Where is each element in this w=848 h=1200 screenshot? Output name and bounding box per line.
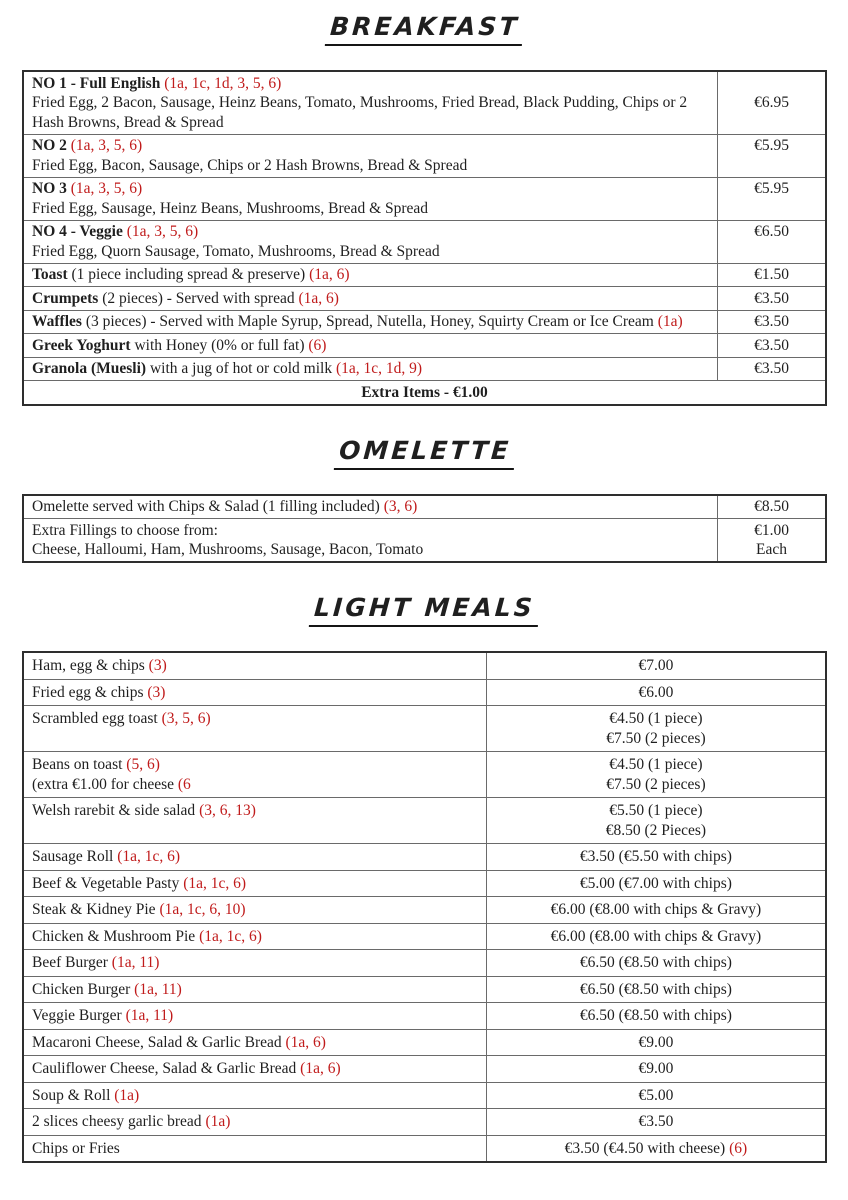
item-price-cell xyxy=(486,923,826,950)
item-name-cell xyxy=(23,287,718,311)
menu-text: €3.50 xyxy=(754,360,789,377)
item-price-cell xyxy=(718,177,826,220)
item-price-cell xyxy=(486,844,826,871)
item-name-line xyxy=(32,179,709,199)
menu-text: €6.00 (€8.00 with chips & Gravy) xyxy=(550,901,762,918)
menu-row xyxy=(23,495,826,519)
allergen-codes: (1a, 6) xyxy=(298,289,339,307)
item-name-line xyxy=(32,656,478,676)
menu-text: €1.00 xyxy=(754,521,789,539)
item-name-line xyxy=(32,683,478,703)
item-price-line xyxy=(726,93,817,113)
light-meals-table xyxy=(22,651,827,1163)
item-name-line xyxy=(32,1006,478,1026)
item-name-cell xyxy=(23,495,718,519)
menu-text: Extra Fillings to choose from: xyxy=(32,521,218,539)
menu-text: (1 piece including spread & preserve) xyxy=(67,266,310,283)
item-name-cell xyxy=(23,679,486,706)
menu-text: Beef & Vegetable Pasty xyxy=(32,874,184,892)
item-price-line xyxy=(726,222,817,242)
item-price-cell xyxy=(718,334,826,358)
menu-text: Fried Egg, Sausage, Heinz Beans, Mushrooms, Bread & Spread xyxy=(32,199,429,217)
item-price-line xyxy=(495,1006,817,1026)
allergen-codes: (1a, 3, 5, 6) xyxy=(70,137,143,154)
menu-row xyxy=(23,71,826,134)
menu-text: €8.50 (2 Pieces) xyxy=(605,821,707,839)
item-name-cell xyxy=(23,519,718,563)
item-price-cell xyxy=(718,220,826,263)
item-price-line xyxy=(495,683,817,703)
menu-text: €7.50 (2 pieces) xyxy=(606,729,706,747)
item-name-line xyxy=(32,1112,478,1132)
item-name-cell xyxy=(23,752,486,798)
menu-text: €6.50 xyxy=(754,223,789,240)
item-name-cell xyxy=(23,1109,486,1136)
item-name-cell xyxy=(23,1082,486,1109)
allergen-codes: (1a, 1c, 6, 10) xyxy=(159,901,246,918)
item-price-line xyxy=(726,540,817,560)
item-price-line xyxy=(726,521,817,541)
item-name-line xyxy=(32,927,478,947)
table-note-cell xyxy=(23,381,826,405)
allergen-codes: (1a, 3, 5, 6) xyxy=(70,180,143,197)
item-name-line xyxy=(32,336,709,356)
menu-text: Fried Egg, Bacon, Sausage, Chips or 2 Hash Browns, Bread & Spread xyxy=(32,156,468,174)
item-price-cell xyxy=(486,706,826,752)
menu-row xyxy=(23,844,826,871)
item-name-line xyxy=(32,775,478,795)
menu-text: 2 slices cheesy garlic bread xyxy=(32,1113,206,1130)
menu-row xyxy=(23,519,826,563)
item-price-cell xyxy=(718,71,826,134)
item-price-cell xyxy=(718,134,826,177)
item-price-line xyxy=(495,1086,817,1106)
allergen-codes: (1a, 1c, 1d, 3, 5, 6) xyxy=(164,74,282,92)
allergen-codes: (1a, 1c, 6) xyxy=(183,874,247,892)
item-price-cell xyxy=(718,495,826,519)
section-title-light-meals: LIGHT MEALS xyxy=(309,593,540,627)
item-price-cell xyxy=(486,950,826,977)
menu-text: Each xyxy=(756,541,788,558)
item-price-line xyxy=(495,656,817,676)
menu-row xyxy=(23,679,826,706)
menu-row xyxy=(23,357,826,381)
menu-row xyxy=(23,950,826,977)
menu-text: €7.00 xyxy=(638,657,674,674)
item-price-cell xyxy=(718,310,826,334)
item-price-line xyxy=(495,1059,817,1079)
menu-text: Chicken & Mushroom Pie xyxy=(32,927,200,945)
menu-text: €3.50 (€5.50 with chips) xyxy=(579,848,732,865)
item-price-cell xyxy=(718,263,826,287)
item-name-line xyxy=(32,900,478,920)
item-price-cell xyxy=(486,1029,826,1056)
item-price-line xyxy=(495,729,817,749)
item-price-cell xyxy=(486,1056,826,1083)
item-name-cell xyxy=(23,798,486,844)
menu-row xyxy=(23,177,826,220)
item-name-cell xyxy=(23,357,718,381)
item-name-cell xyxy=(23,71,718,134)
menu-text: €1.50 xyxy=(754,266,789,283)
menu-text: €6.00 (€8.00 with chips & Gravy) xyxy=(550,927,762,945)
item-price-line xyxy=(495,1112,817,1132)
menu-row xyxy=(23,897,826,924)
item-name-cell xyxy=(23,923,486,950)
item-price-line xyxy=(726,312,817,332)
allergen-codes: (1a, 11) xyxy=(111,954,160,971)
menu-row xyxy=(23,334,826,358)
menu-text: Granola (Muesli) xyxy=(32,360,147,377)
item-price-cell xyxy=(486,1109,826,1136)
menu-row xyxy=(23,1082,826,1109)
item-name-line xyxy=(32,847,478,867)
menu-row xyxy=(23,752,826,798)
menu-row xyxy=(23,923,826,950)
item-name-line xyxy=(32,874,478,894)
menu-text: €6.00 xyxy=(638,683,674,701)
menu-text: Beef Burger xyxy=(32,954,112,971)
menu-row xyxy=(23,1056,826,1083)
item-name-line xyxy=(32,755,478,775)
item-price-cell xyxy=(718,519,826,563)
item-price-line xyxy=(726,359,817,379)
menu-text: NO 1 - Full English xyxy=(32,74,165,92)
menu-row xyxy=(23,652,826,679)
menu-row xyxy=(23,870,826,897)
item-price-line xyxy=(726,289,817,309)
item-price-line xyxy=(726,179,817,199)
menu-text: Steak & Kidney Pie xyxy=(32,901,160,918)
item-name-line xyxy=(32,953,478,973)
allergen-codes: (3, 6, 13) xyxy=(199,802,256,819)
menu-text: Chicken Burger xyxy=(32,980,135,998)
item-name-cell xyxy=(23,897,486,924)
item-price-line xyxy=(726,336,817,356)
menu-text: Extra Items - €1.00 xyxy=(361,383,488,401)
note-line xyxy=(32,383,817,403)
item-price-line xyxy=(726,497,817,517)
menu-text: Soup & Roll xyxy=(32,1086,115,1104)
item-name-line xyxy=(32,289,709,309)
menu-text: €9.00 xyxy=(638,1033,674,1051)
item-price-line xyxy=(495,980,817,1000)
item-name-cell xyxy=(23,177,718,220)
item-name-cell xyxy=(23,652,486,679)
item-name-line xyxy=(32,497,709,517)
menu-text: (3 pieces) - Served with Maple Syrup, Spread, Nutella, Honey, Squirty Cream or Ice Cream xyxy=(81,313,658,330)
item-name-line xyxy=(32,801,478,821)
allergen-codes: (6) xyxy=(729,1139,748,1157)
menu-text: Scrambled egg toast xyxy=(32,710,162,727)
menu-row xyxy=(23,381,826,405)
menu-row xyxy=(23,1135,826,1162)
item-price-line xyxy=(495,709,817,729)
menu-row xyxy=(23,1109,826,1136)
allergen-codes: (5, 6) xyxy=(126,756,160,773)
menu-text: Waffles xyxy=(32,313,82,330)
omelette-section-header xyxy=(22,436,827,470)
section-title-breakfast: BREAKFAST xyxy=(325,12,525,46)
breakfast-table xyxy=(22,70,827,406)
allergen-codes: (3, 6) xyxy=(383,498,418,515)
menu-row xyxy=(23,310,826,334)
item-price-line xyxy=(495,755,817,775)
menu-text: with a jug of hot or cold milk xyxy=(146,360,336,377)
item-name-line xyxy=(32,93,709,132)
item-price-cell xyxy=(718,357,826,381)
menu-text: €5.00 (€7.00 with chips) xyxy=(579,874,732,892)
menu-text: €8.50 xyxy=(754,498,789,515)
item-price-cell xyxy=(486,897,826,924)
menu-text: €7.50 (2 pieces) xyxy=(606,775,706,793)
menu-text: €3.50 (€4.50 with cheese) xyxy=(564,1139,730,1157)
item-name-line xyxy=(32,265,709,285)
allergen-codes: (3) xyxy=(148,657,167,674)
item-price-cell xyxy=(486,870,826,897)
item-name-line xyxy=(32,1086,478,1106)
allergen-codes: (1a) xyxy=(657,313,683,330)
item-price-cell xyxy=(486,752,826,798)
allergen-codes: (1a) xyxy=(114,1086,140,1104)
item-price-cell xyxy=(486,652,826,679)
menu-text: NO 3 xyxy=(32,180,71,197)
item-price-line xyxy=(495,775,817,795)
allergen-codes: (1a, 3, 5, 6) xyxy=(126,223,199,240)
item-name-cell xyxy=(23,1003,486,1030)
menu-text: Crumpets xyxy=(32,289,99,307)
item-name-cell xyxy=(23,220,718,263)
menu-row xyxy=(23,976,826,1003)
item-price-line xyxy=(726,265,817,285)
breakfast-section-header xyxy=(22,12,827,46)
light-meals-section-header xyxy=(22,593,827,627)
item-name-cell xyxy=(23,134,718,177)
item-name-line xyxy=(32,74,709,94)
menu-text: €6.50 (€8.50 with chips) xyxy=(579,1007,732,1024)
item-name-cell xyxy=(23,1056,486,1083)
menu-text: Greek Yoghurt xyxy=(32,336,131,354)
item-name-line xyxy=(32,709,478,729)
menu-text: Cheese, Halloumi, Ham, Mushrooms, Sausage, Bacon, Tomato xyxy=(32,541,424,558)
menu-text: Beans on toast xyxy=(32,756,127,773)
allergen-codes: (1a, 6) xyxy=(309,266,350,283)
omelette-table xyxy=(22,494,827,564)
item-price-cell xyxy=(486,679,826,706)
allergen-codes: (1a, 1c, 1d, 9) xyxy=(335,360,423,377)
item-price-cell xyxy=(486,1003,826,1030)
menu-text: Toast xyxy=(32,266,68,283)
item-name-cell xyxy=(23,1029,486,1056)
menu-text: Sausage Roll xyxy=(32,848,118,865)
item-price-line xyxy=(495,900,817,920)
menu-text: €6.50 (€8.50 with chips) xyxy=(579,954,732,971)
menu-text: Omelette served with Chips & Salad (1 filling included) xyxy=(32,498,384,515)
allergen-codes: (1a, 6) xyxy=(300,1060,341,1077)
allergen-codes: (3) xyxy=(147,683,166,701)
item-price-line xyxy=(495,874,817,894)
allergen-codes: (1a, 6) xyxy=(285,1033,326,1051)
menu-row xyxy=(23,1029,826,1056)
menu-row xyxy=(23,706,826,752)
item-name-line xyxy=(32,540,709,560)
item-price-line xyxy=(495,1033,817,1053)
item-name-cell xyxy=(23,263,718,287)
menu-text: €3.50 xyxy=(754,313,789,330)
item-name-cell xyxy=(23,870,486,897)
menu-row xyxy=(23,134,826,177)
allergen-codes: (6) xyxy=(308,336,327,354)
menu-row xyxy=(23,287,826,311)
menu-text: €6.95 xyxy=(754,94,789,111)
item-name-line xyxy=(32,222,709,242)
item-price-cell xyxy=(486,798,826,844)
menu-row xyxy=(23,1003,826,1030)
item-name-cell xyxy=(23,310,718,334)
item-name-line xyxy=(32,359,709,379)
menu-row xyxy=(23,798,826,844)
item-price-cell xyxy=(486,976,826,1003)
menu-text: €9.00 xyxy=(638,1060,674,1077)
item-name-line xyxy=(32,521,709,541)
allergen-codes: (1a) xyxy=(205,1113,231,1130)
item-price-cell xyxy=(486,1135,826,1162)
item-name-cell xyxy=(23,706,486,752)
menu-text: €5.50 (1 piece) xyxy=(609,802,703,819)
menu-text: NO 4 - Veggie xyxy=(32,223,127,240)
menu-text: €3.50 xyxy=(638,1113,674,1130)
item-name-line xyxy=(32,136,709,156)
item-price-line xyxy=(495,1139,817,1159)
menu-text: Fried egg & chips xyxy=(32,683,148,701)
menu-text: (extra €1.00 for cheese xyxy=(32,775,178,793)
menu-text: Fried Egg, 2 Bacon, Sausage, Heinz Beans, Tomato, Mushrooms, Fried Bread, Black Pudding, Chips or 2 Hash Browns, Bread & Spread xyxy=(32,94,688,131)
item-price-line xyxy=(495,821,817,841)
item-price-cell xyxy=(486,1082,826,1109)
menu-text: €5.95 xyxy=(754,180,789,197)
item-name-line xyxy=(32,199,709,219)
section-title-omelette: OMELETTE xyxy=(333,436,515,470)
menu-text: Fried Egg, Quorn Sausage, Tomato, Mushrooms, Bread & Spread xyxy=(32,242,440,260)
allergen-codes: (3, 5, 6) xyxy=(161,710,211,727)
menu-text: €4.50 (1 piece) xyxy=(609,756,703,773)
item-price-line xyxy=(495,801,817,821)
item-price-cell xyxy=(718,287,826,311)
item-name-line xyxy=(32,242,709,262)
menu-text: NO 2 xyxy=(32,137,71,154)
item-name-cell xyxy=(23,844,486,871)
item-name-line xyxy=(32,312,709,332)
item-name-line xyxy=(32,1139,478,1159)
item-name-line xyxy=(32,156,709,176)
menu-text: €5.95 xyxy=(754,137,789,154)
menu-text: Welsh rarebit & side salad xyxy=(32,802,200,819)
menu-text: Veggie Burger xyxy=(32,1007,126,1024)
item-price-line xyxy=(495,927,817,947)
allergen-codes: (6 xyxy=(177,775,191,793)
menu-row xyxy=(23,263,826,287)
menu-text: Ham, egg & chips xyxy=(32,657,149,674)
allergen-codes: (1a, 1c, 6) xyxy=(117,848,181,865)
item-name-cell xyxy=(23,950,486,977)
item-name-cell xyxy=(23,1135,486,1162)
item-price-line xyxy=(726,136,817,156)
allergen-codes: (1a, 1c, 6) xyxy=(199,927,262,945)
item-name-line xyxy=(32,1033,478,1053)
menu-row xyxy=(23,220,826,263)
item-name-line xyxy=(32,980,478,1000)
item-name-line xyxy=(32,1059,478,1079)
item-name-cell xyxy=(23,976,486,1003)
menu-text: Chips or Fries xyxy=(32,1139,120,1157)
menu-text: Cauliflower Cheese, Salad & Garlic Bread xyxy=(32,1060,301,1077)
menu-text: €5.00 xyxy=(638,1086,674,1104)
item-name-cell xyxy=(23,334,718,358)
allergen-codes: (1a, 11) xyxy=(125,1007,174,1024)
item-price-line xyxy=(495,847,817,867)
allergen-codes: (1a, 11) xyxy=(134,980,182,998)
menu-text: €3.50 xyxy=(754,289,789,307)
menu-text: €3.50 xyxy=(754,336,789,354)
menu-text: with Honey (0% or full fat) xyxy=(130,336,309,354)
menu-text: €4.50 (1 piece) xyxy=(609,710,703,727)
menu-text: Macaroni Cheese, Salad & Garlic Bread xyxy=(32,1033,286,1051)
menu-text: €6.50 (€8.50 with chips) xyxy=(579,980,732,998)
item-price-line xyxy=(495,953,817,973)
menu-text: (2 pieces) - Served with spread xyxy=(98,289,299,307)
